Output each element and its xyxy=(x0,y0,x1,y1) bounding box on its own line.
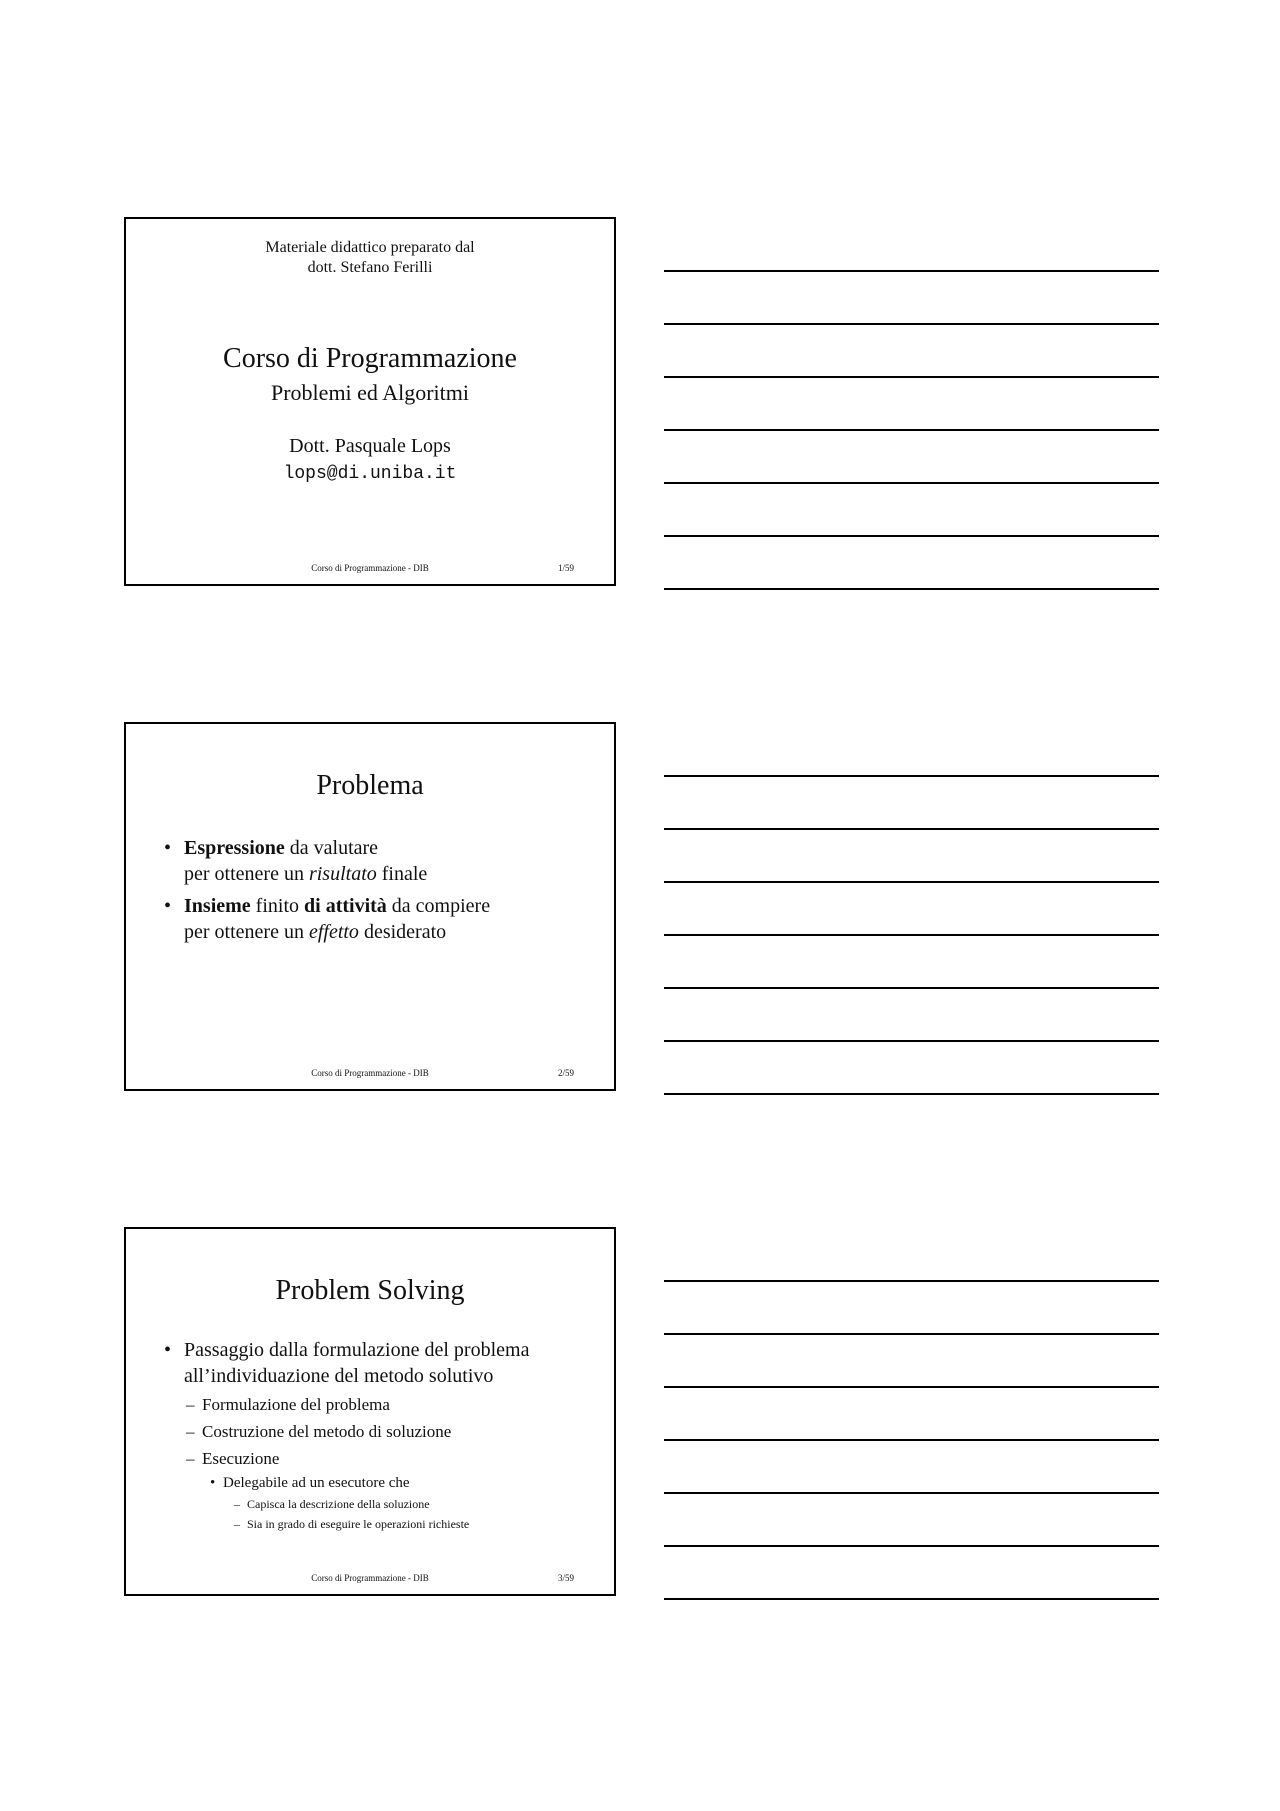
slide-title: Problem Solving xyxy=(275,1275,465,1306)
bullet-item xyxy=(164,1337,529,1389)
credit-line-2: dott. Stefano Ferilli xyxy=(307,259,433,276)
bullet-text: da compiere xyxy=(386,895,491,917)
bullet-text: per ottenere un xyxy=(184,921,309,943)
dash-icon: – xyxy=(186,1395,195,1414)
note-line xyxy=(664,323,1159,325)
slide-footer: Corso di Programmazione - DIB xyxy=(311,1573,429,1583)
bold-term: Espressione xyxy=(184,837,285,859)
sub-bullet-text: Costruzione del metodo di soluzione xyxy=(202,1422,452,1441)
note-line xyxy=(664,1598,1159,1600)
note-line xyxy=(664,429,1159,431)
bullet-text: da valutare xyxy=(284,837,379,859)
bullet-list xyxy=(164,835,490,951)
note-line xyxy=(664,482,1159,484)
note-line xyxy=(664,1492,1159,1494)
note-line xyxy=(664,1333,1159,1335)
slide-title: Problema xyxy=(316,770,424,801)
note-line xyxy=(664,775,1159,777)
bullet-item xyxy=(164,893,490,945)
dash-icon: – xyxy=(234,1497,240,1511)
slide-title: Corso di Programmazione xyxy=(223,343,517,374)
slide-2 xyxy=(124,722,616,1091)
author-name: Dott. Pasquale Lops xyxy=(289,435,451,457)
sub-bullet-text: Formulazione del problema xyxy=(202,1395,390,1414)
bold-term: di attività xyxy=(304,895,387,917)
author-email: lops@di.uniba.it xyxy=(283,464,457,484)
note-line xyxy=(664,535,1159,537)
note-line xyxy=(664,588,1159,590)
slide-page-number: 2/59 xyxy=(557,1068,574,1078)
note-line xyxy=(664,987,1159,989)
note-line xyxy=(664,1386,1159,1388)
bullet-icon: • xyxy=(164,1339,172,1361)
credit xyxy=(126,238,614,278)
note-line xyxy=(664,934,1159,936)
leaf-bullet-text: Sia in grado di eseguire le operazioni richieste xyxy=(247,1517,470,1531)
credit-line-1: Materiale didattico preparato dal xyxy=(265,239,475,256)
bullet-text: finale xyxy=(376,863,428,885)
sub-sub-bullet-text: Delegabile ad un esecutore che xyxy=(223,1475,410,1491)
emphasis-term: risultato xyxy=(308,863,377,885)
note-line xyxy=(664,1093,1159,1095)
bullet-text: desiderato xyxy=(358,921,447,943)
note-line xyxy=(664,828,1159,830)
bullet-icon: • xyxy=(210,1475,216,1491)
bullet-text: Passaggio dalla formulazione del problema xyxy=(184,1339,530,1361)
slide-page-number: 3/59 xyxy=(557,1573,574,1583)
note-line xyxy=(664,270,1159,272)
dash-icon: – xyxy=(186,1422,195,1441)
slide-1 xyxy=(124,217,616,586)
bullet-text: per ottenere un xyxy=(184,863,309,885)
note-line xyxy=(664,881,1159,883)
dash-icon: – xyxy=(186,1449,195,1468)
slide-footer: Corso di Programmazione - DIB xyxy=(311,1068,429,1078)
dash-icon: – xyxy=(234,1517,240,1531)
bullet-item xyxy=(164,835,490,887)
bullet-text: all’individuazione del metodo solutivo xyxy=(184,1365,494,1387)
sub-bullet-item xyxy=(186,1445,529,1472)
bullet-icon: • xyxy=(164,895,172,917)
leaf-bullet-item xyxy=(234,1514,529,1534)
bullet-icon: • xyxy=(164,837,172,859)
sub-bullet-item xyxy=(186,1418,529,1445)
slide-page-number: 1/59 xyxy=(557,563,574,573)
note-line xyxy=(664,1280,1159,1282)
bold-term: Insieme xyxy=(184,895,251,917)
slide-subtitle: Problemi ed Algoritmi xyxy=(271,380,469,405)
note-line xyxy=(664,1040,1159,1042)
bullet-list xyxy=(164,1337,529,1534)
sub-bullet-text: Esecuzione xyxy=(202,1449,280,1468)
bullet-text: finito xyxy=(250,895,305,917)
slide-3 xyxy=(124,1227,616,1596)
sub-bullet-item xyxy=(186,1391,529,1418)
note-line xyxy=(664,376,1159,378)
emphasis-term: effetto xyxy=(308,921,359,943)
sub-sub-bullet-item xyxy=(210,1472,529,1494)
note-line xyxy=(664,1545,1159,1547)
note-line xyxy=(664,1439,1159,1441)
leaf-bullet-item xyxy=(234,1494,529,1514)
slide-footer: Corso di Programmazione - DIB xyxy=(311,563,429,573)
leaf-bullet-text: Capisca la descrizione della soluzione xyxy=(247,1497,430,1511)
